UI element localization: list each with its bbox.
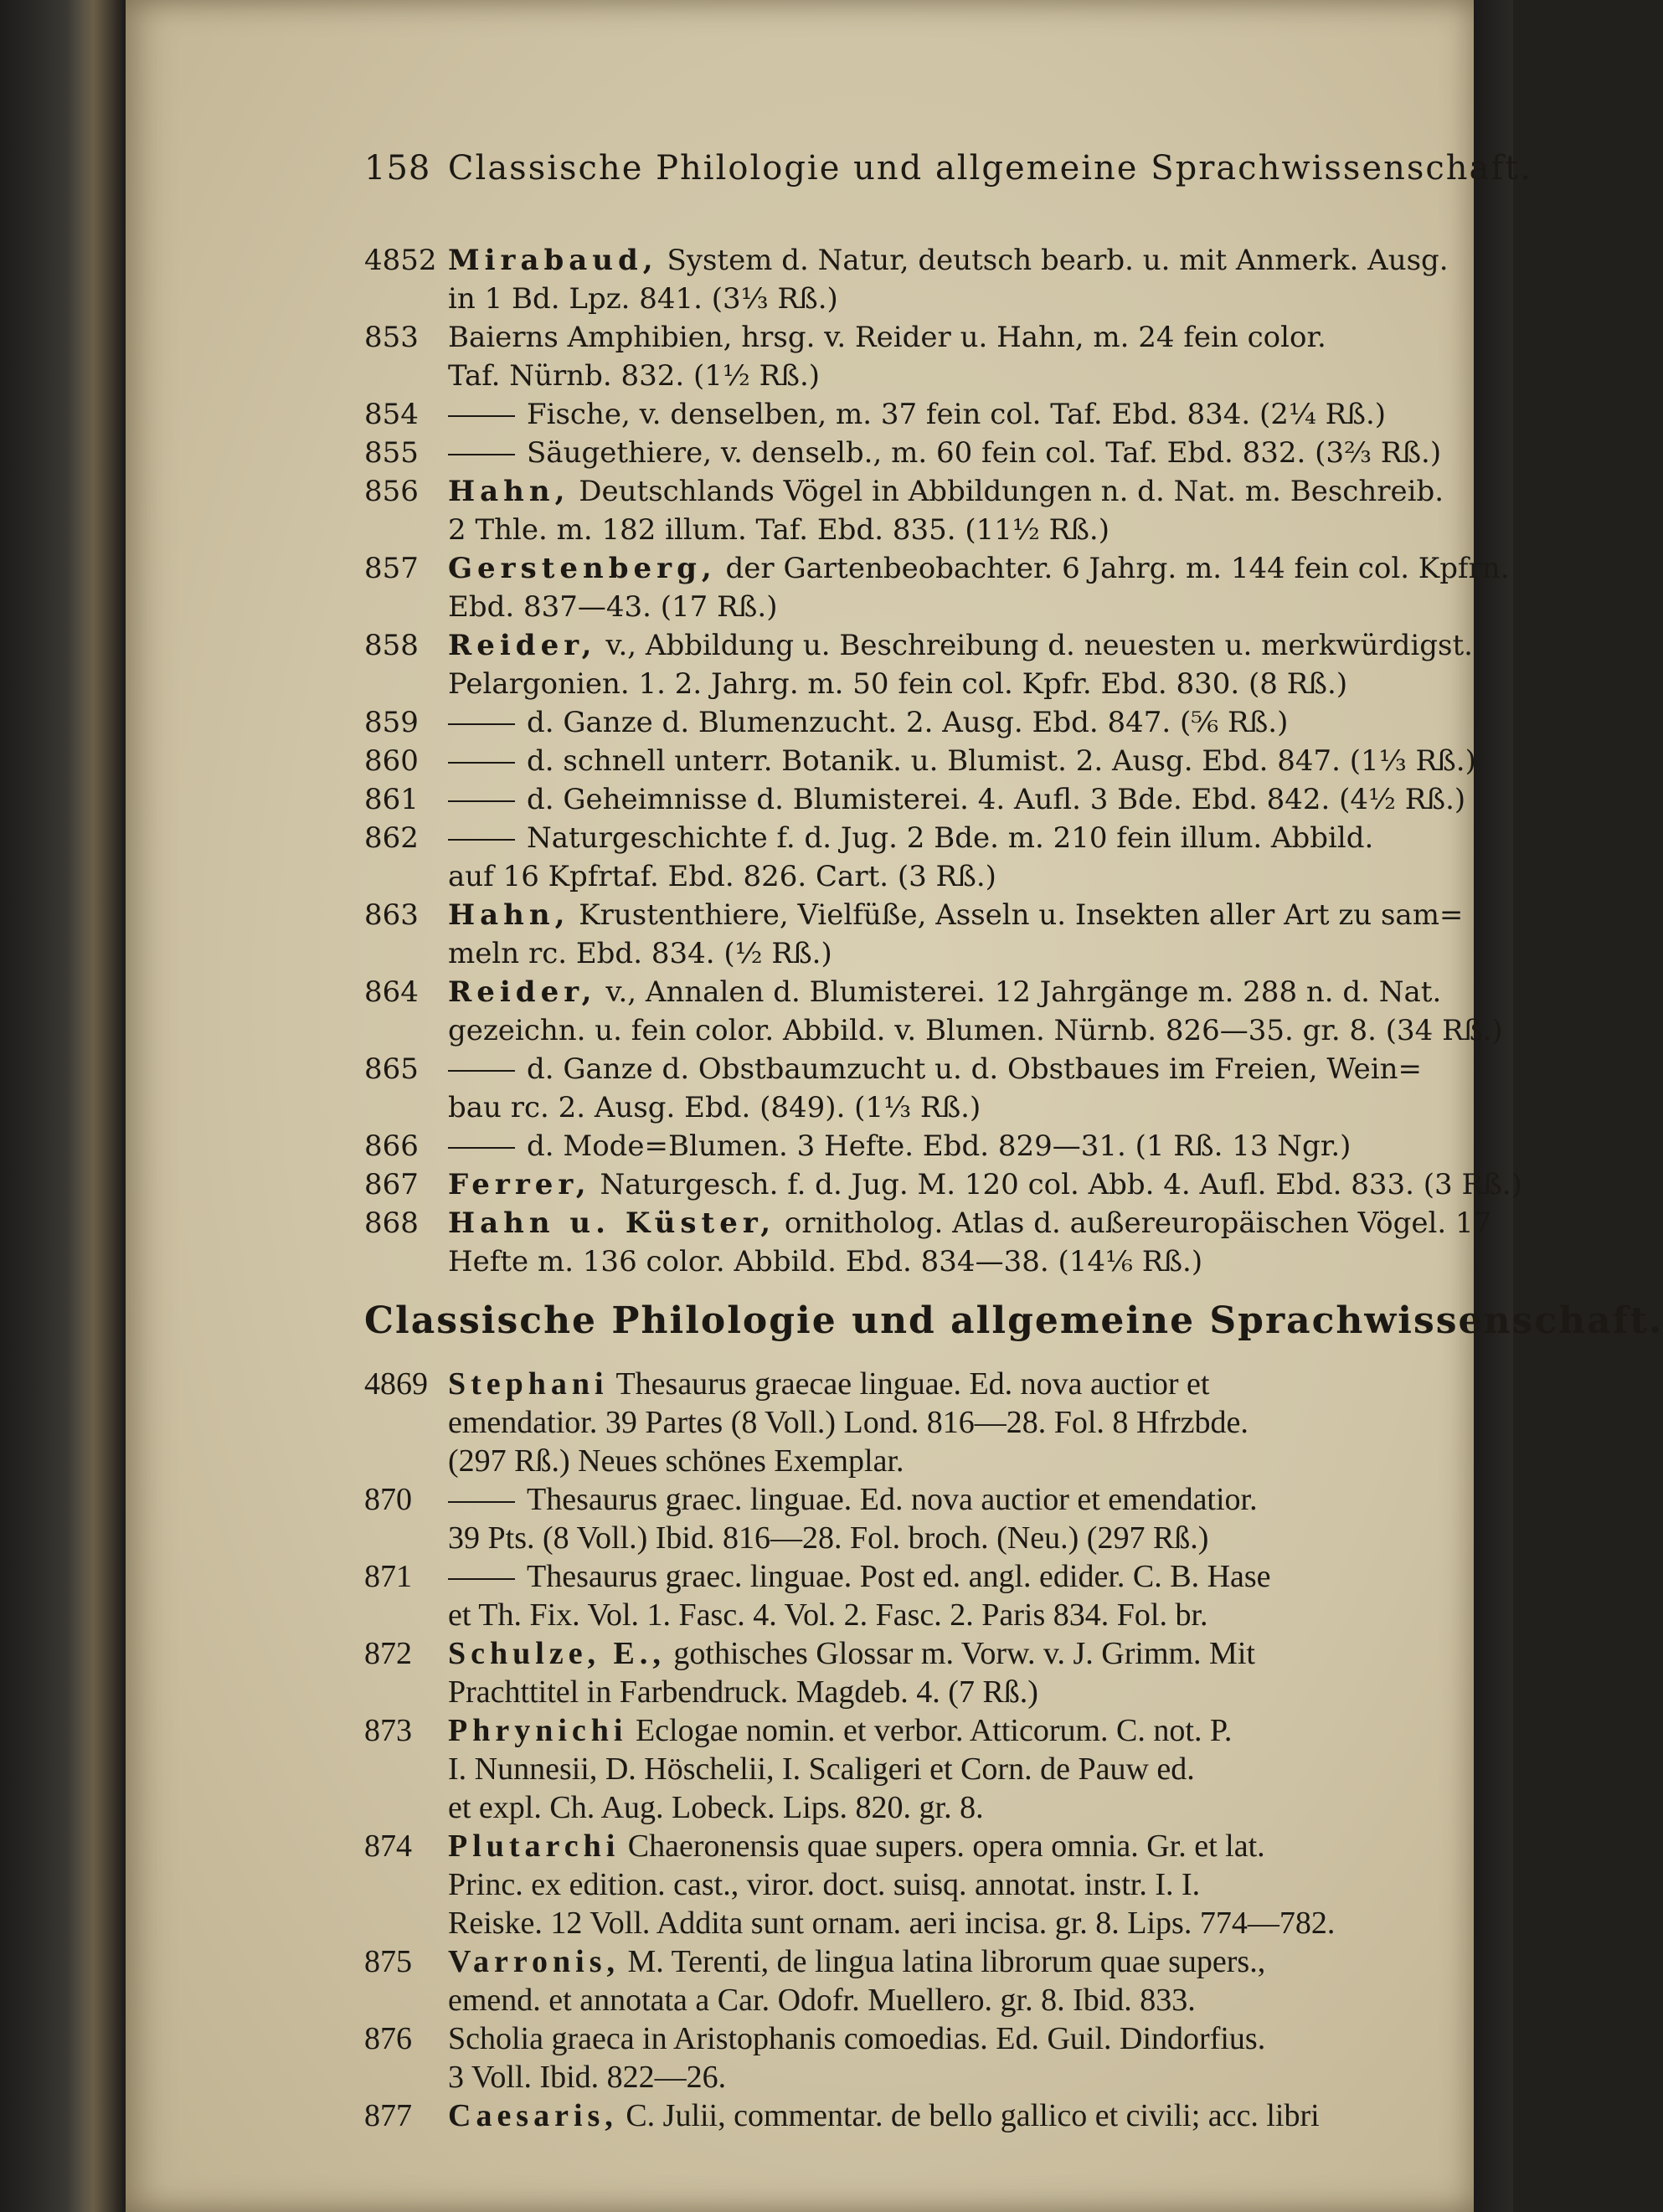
entry-number: 859 — [364, 706, 419, 739]
entry-first-line — [364, 703, 1532, 742]
entry-continuation-line — [364, 1011, 1532, 1050]
catalogue-entry — [364, 1204, 1532, 1281]
entry-first-line — [364, 1050, 1532, 1088]
entry-author: Hahn u. Küster, — [448, 1206, 776, 1240]
entry-text: Thesaurus graec. linguae. Ed. nova auctior et emendatior. — [527, 1482, 1258, 1517]
entry-continuation-line — [364, 1088, 1532, 1127]
catalogue-section-natural-history — [364, 241, 1532, 1281]
entry-author: Reider, — [448, 629, 597, 662]
entry-number: 871 — [364, 1559, 412, 1594]
entry-continuation-line — [364, 511, 1532, 549]
catalogue-entry — [364, 2019, 1532, 2096]
entry-first-line — [364, 1365, 1532, 1403]
entry-text: I. Nunnesii, D. Höschelii, I. Scaligeri et Corn. de Pauw ed. — [448, 1752, 1195, 1787]
entry-author: Caesaris, — [448, 2098, 618, 2133]
catalogue-entry — [364, 434, 1532, 472]
entry-continuation-line — [364, 1904, 1532, 1942]
catalogue-entry — [364, 1127, 1532, 1165]
ditto-dash — [448, 415, 515, 417]
entry-text: d. Geheimnisse d. Blumisterei. 4. Aufl. 3 Bde. Ebd. 842. (4½ Rß.) — [527, 783, 1466, 816]
entry-number: 860 — [364, 744, 419, 778]
entry-number: 874 — [364, 1829, 412, 1864]
entry-number: 862 — [364, 821, 419, 855]
entry-author: Schulze, E., — [448, 1636, 666, 1671]
entry-continuation-line — [364, 934, 1532, 973]
entry-text: in 1 Bd. Lpz. 841. (3⅓ Rß.) — [448, 282, 838, 316]
entry-text: Chaeronensis quae supers. opera omnia. Gr. et lat. — [627, 1829, 1265, 1864]
entry-first-line — [364, 318, 1532, 357]
running-header — [364, 149, 1532, 188]
entry-number: 877 — [364, 2098, 412, 2133]
entry-author: Phrynichi — [448, 1713, 628, 1748]
entry-author: Gerstenberg, — [448, 552, 717, 585]
entry-text: d. Ganze d. Obstbaumzucht u. d. Obstbaues im Freien, Wein= — [527, 1052, 1422, 1086]
entry-first-line — [364, 896, 1532, 934]
catalogue-entry — [364, 2096, 1532, 2135]
entry-first-line — [364, 549, 1532, 588]
entry-first-line — [364, 626, 1532, 665]
entry-author: Mirabaud, — [448, 244, 658, 277]
entry-continuation-line — [364, 665, 1532, 703]
entry-number: 868 — [364, 1206, 419, 1240]
entry-text: Ebd. 837—43. (17 Rß.) — [448, 590, 778, 624]
entry-text: emend. et annotata a Car. Odofr. Muellero. gr. 8. Ibid. 833. — [448, 1983, 1196, 2018]
catalogue-entry — [364, 549, 1532, 626]
entry-number: 855 — [364, 436, 419, 470]
ditto-dash — [448, 1501, 515, 1503]
entry-number: 856 — [364, 475, 419, 508]
entry-author: Ferrer, — [448, 1168, 591, 1201]
catalogue-entry — [364, 626, 1532, 703]
entry-text: v., Abbildung u. Beschreibung d. neuesten u. merkwürdigst. — [605, 629, 1473, 662]
entry-text: der Gartenbeobachter. 6 Jahrg. m. 144 fein col. Kpfrn. — [725, 552, 1510, 585]
entry-author: Hahn, — [448, 475, 570, 508]
page-number: 158 — [364, 149, 431, 188]
entry-continuation-line — [364, 1519, 1532, 1557]
entry-continuation-line — [364, 1865, 1532, 1904]
entry-number: 853 — [364, 321, 419, 354]
entry-number: 861 — [364, 783, 419, 816]
ditto-dash — [448, 800, 515, 802]
catalogue-entry — [364, 1634, 1532, 1711]
entry-text: System d. Natur, deutsch bearb. u. mit Anmerk. Ausg. — [667, 244, 1449, 277]
entry-number: 863 — [364, 898, 419, 932]
entry-text: Prachttitel in Farbendruck. Magdeb. 4. (7 Rß.) — [448, 1674, 1038, 1710]
ditto-dash — [448, 1147, 515, 1149]
catalogue-entry — [364, 1711, 1532, 1827]
entry-text: Deutschlands Vögel in Abbildungen n. d. Nat. m. Beschreib. — [579, 475, 1444, 508]
entry-text: emendatior. 39 Partes (8 Voll.) Lond. 816—28. Fol. 8 Hfrzbde. — [448, 1405, 1249, 1440]
entry-text: Eclogae nomin. et verbor. Atticorum. C. not. P. — [635, 1713, 1233, 1748]
entry-number: 4852 — [364, 244, 437, 277]
entry-number: 858 — [364, 629, 419, 662]
entry-number: 866 — [364, 1129, 419, 1163]
entry-number: 870 — [364, 1482, 412, 1517]
entry-first-line — [364, 472, 1532, 511]
entry-first-line — [364, 1827, 1532, 1865]
entry-author: Plutarchi — [448, 1829, 620, 1864]
entry-continuation-line — [364, 1403, 1532, 1442]
catalogue-section-philology — [364, 1365, 1532, 2135]
catalogue-entry — [364, 780, 1532, 819]
entry-text: meln rc. Ebd. 834. (½ Rß.) — [448, 937, 832, 970]
entry-first-line — [364, 1480, 1532, 1519]
entry-first-line — [364, 1634, 1532, 1673]
entry-continuation-line — [364, 1981, 1532, 2019]
entry-continuation-line — [364, 1596, 1532, 1634]
entry-text: et expl. Ch. Aug. Lobeck. Lips. 820. gr. 8. — [448, 1790, 984, 1825]
entry-first-line — [364, 434, 1532, 472]
catalogue-entry — [364, 973, 1532, 1050]
entry-continuation-line — [364, 1673, 1532, 1711]
entry-text: auf 16 Kpfrtaf. Ebd. 826. Cart. (3 Rß.) — [448, 860, 996, 893]
entry-number: 4869 — [364, 1366, 428, 1402]
ditto-dash — [448, 1578, 515, 1580]
entry-text: Thesaurus graecae linguae. Ed. nova auctior et — [615, 1366, 1210, 1402]
entry-text: Pelargonien. 1. 2. Jahrg. m. 50 fein col. Kpfr. Ebd. 830. (8 Rß.) — [448, 667, 1348, 701]
entry-first-line — [364, 395, 1532, 434]
entry-first-line — [364, 2019, 1532, 2058]
entry-author: Varronis, — [448, 1944, 620, 1979]
catalogue-entry — [364, 703, 1532, 742]
catalogue-entry — [364, 1827, 1532, 1942]
entry-number: 872 — [364, 1636, 412, 1671]
entry-first-line — [364, 1165, 1532, 1204]
entry-continuation-line — [364, 857, 1532, 896]
catalogue-entry — [364, 1557, 1532, 1634]
entry-first-line — [364, 241, 1532, 280]
entry-number: 873 — [364, 1713, 412, 1748]
entry-text: d. Ganze d. Blumenzucht. 2. Ausg. Ebd. 847. (⅚ Rß.) — [527, 706, 1289, 739]
entry-continuation-line — [364, 280, 1532, 318]
entry-number: 875 — [364, 1944, 412, 1979]
entry-text: C. Julii, commentar. de bello gallico et civili; acc. libri — [626, 2098, 1320, 2133]
catalogue-entry — [364, 241, 1532, 318]
entry-number: 854 — [364, 398, 419, 431]
entry-text: Hefte m. 136 color. Abbild. Ebd. 834—38. (14⅙ Rß.) — [448, 1245, 1203, 1278]
entry-number: 865 — [364, 1052, 419, 1086]
entry-text: Krustenthiere, Vielfüße, Asseln u. Insekten aller Art zu sam= — [579, 898, 1464, 932]
entry-text: d. schnell unterr. Botanik. u. Blumist. 2. Ausg. Ebd. 847. (1⅓ Rß.) — [527, 744, 1476, 778]
entry-text: 2 Thle. m. 182 illum. Taf. Ebd. 835. (11½ Rß.) — [448, 513, 1110, 547]
catalogue-entry — [364, 1942, 1532, 2019]
entry-text: Scholia graeca in Aristophanis comoedias. Ed. Guil. Dindorfius. — [448, 2021, 1266, 2056]
catalogue-entry — [364, 1050, 1532, 1127]
entry-text: gothisches Glossar m. Vorw. v. J. Grimm. Mit — [673, 1636, 1255, 1671]
entry-text: (297 Rß.) Neues schönes Exemplar. — [448, 1443, 904, 1479]
entry-text: ornitholog. Atlas d. außereuropäischen Vögel. 17 — [784, 1206, 1492, 1240]
entry-first-line — [364, 1711, 1532, 1750]
ditto-dash — [448, 454, 515, 455]
entry-first-line — [364, 2096, 1532, 2135]
entry-first-line — [364, 780, 1532, 819]
entry-continuation-line — [364, 1788, 1532, 1827]
catalogue-entry — [364, 1480, 1532, 1557]
entry-text: et Th. Fix. Vol. 1. Fasc. 4. Vol. 2. Fasc. 2. Paris 834. Fol. br. — [448, 1597, 1208, 1633]
entry-text: v., Annalen d. Blumisterei. 12 Jahrgänge m. 288 n. d. Nat. — [605, 975, 1442, 1009]
entry-author: Stephani — [448, 1366, 609, 1402]
entry-number: 864 — [364, 975, 419, 1009]
section-heading: Classische Philologie und allgemeine Sprachwissenschaft. — [364, 1299, 1663, 1342]
entry-text: Princ. ex edition. cast., viror. doct. suisq. annotat. instr. I. I. — [448, 1867, 1201, 1902]
entry-text: Thesaurus graec. linguae. Post ed. angl. edider. C. B. Hase — [527, 1559, 1271, 1594]
entry-continuation-line — [364, 1442, 1532, 1480]
entry-number: 876 — [364, 2021, 412, 2056]
entry-author: Reider, — [448, 975, 597, 1009]
entry-text: 39 Pts. (8 Voll.) Ibid. 816—28. Fol. broch. (Neu.) (297 Rß.) — [448, 1520, 1209, 1556]
entry-text: M. Terenti, de lingua latina librorum quae supers., — [627, 1944, 1266, 1979]
entry-first-line — [364, 973, 1532, 1011]
catalogue-entry — [364, 472, 1532, 549]
catalogue-body — [364, 241, 1663, 2135]
entry-text: bau rc. 2. Ausg. Ebd. (849). (1⅓ Rß.) — [448, 1091, 981, 1124]
ditto-dash — [448, 1070, 515, 1072]
entry-first-line — [364, 819, 1532, 857]
catalogue-entry — [364, 896, 1532, 973]
running-title: Classische Philologie und allgemeine Sprachwissenschaft. — [447, 149, 1532, 188]
catalogue-entry — [364, 1365, 1532, 1480]
ditto-dash — [448, 839, 515, 841]
entry-text: d. Mode=Blumen. 3 Hefte. Ebd. 829—31. (1 Rß. 13 Ngr.) — [527, 1129, 1352, 1163]
entry-first-line — [364, 742, 1532, 780]
entry-continuation-line — [364, 1750, 1532, 1788]
catalogue-entry — [364, 318, 1532, 395]
entry-number: 857 — [364, 552, 419, 585]
entry-first-line — [364, 1942, 1532, 1981]
catalogue-entry — [364, 1165, 1532, 1204]
entry-continuation-line — [364, 588, 1532, 626]
catalogue-entry — [364, 819, 1532, 896]
entry-continuation-line — [364, 357, 1532, 395]
entry-number: 867 — [364, 1168, 419, 1201]
entry-text: 3 Voll. Ibid. 822—26. — [448, 2060, 727, 2095]
entry-first-line — [364, 1127, 1532, 1165]
entry-first-line — [364, 1204, 1532, 1242]
entry-text: Naturgesch. f. d. Jug. M. 120 col. Abb. 4. Aufl. Ebd. 833. (3 Rß.) — [600, 1168, 1522, 1201]
entry-text: Säugethiere, v. denselb., m. 60 fein col. Taf. Ebd. 832. (3⅔ Rß.) — [527, 436, 1442, 470]
catalogue-entry — [364, 742, 1532, 780]
catalogue-entry — [364, 395, 1532, 434]
entry-text: Baierns Amphibien, hrsg. v. Reider u. Hahn, m. 24 fein color. — [448, 321, 1326, 354]
ditto-dash — [448, 762, 515, 764]
entry-author: Hahn, — [448, 898, 570, 932]
entry-text: Fische, v. denselben, m. 37 fein col. Taf. Ebd. 834. (2¼ Rß.) — [527, 398, 1387, 431]
entry-text: Reiske. 12 Voll. Addita sunt ornam. aeri incisa. gr. 8. Lips. 774—782. — [448, 1906, 1336, 1941]
entry-text: Naturgeschichte f. d. Jug. 2 Bde. m. 210 fein illum. Abbild. — [527, 821, 1374, 855]
entry-continuation-line — [364, 1242, 1532, 1281]
entry-text: gezeichn. u. fein color. Abbild. v. Blumen. Nürnb. 826—35. gr. 8. (34 Rß.) — [448, 1014, 1503, 1047]
entry-text: Taf. Nürnb. 832. (1½ Rß.) — [448, 359, 821, 393]
ditto-dash — [448, 723, 515, 725]
book-page — [126, 0, 1663, 2212]
entry-continuation-line — [364, 2058, 1532, 2096]
entry-first-line — [364, 1557, 1532, 1596]
